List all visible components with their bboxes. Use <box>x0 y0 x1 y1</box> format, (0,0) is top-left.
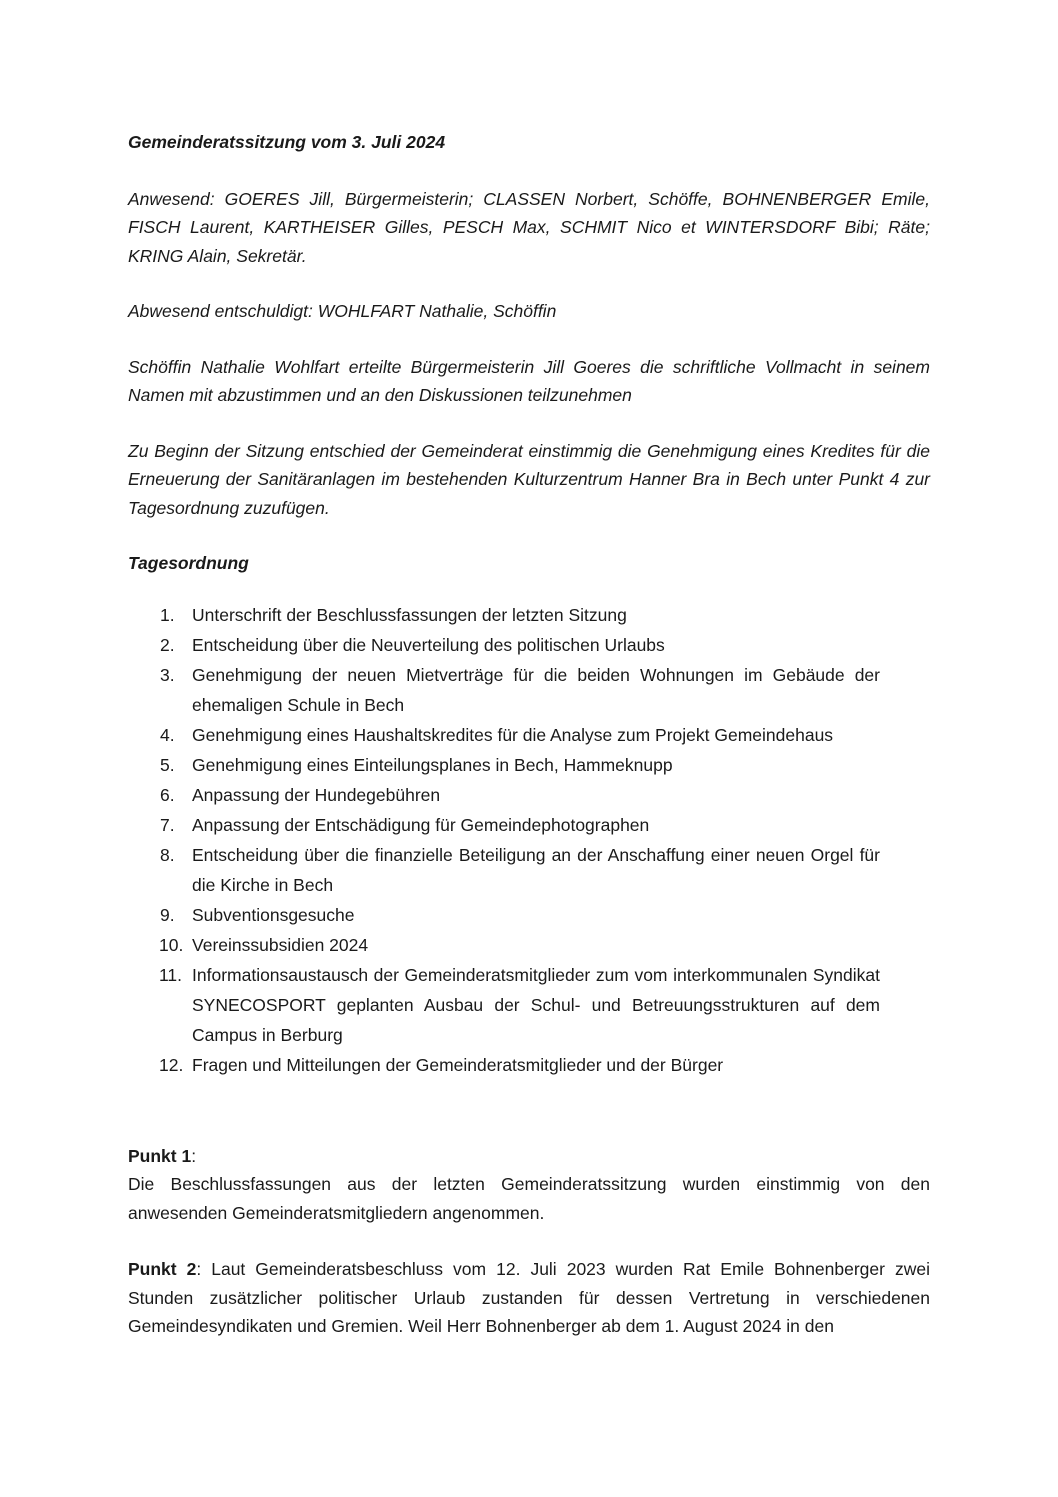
agenda-item-text: Anpassung der Hundegebühren <box>192 784 441 805</box>
agenda-item <box>128 780 880 810</box>
agenda-item <box>128 930 880 960</box>
agenda-item-text: Fragen und Mitteilungen der Gemeinderatsmitglieder und der Bürger <box>192 1054 724 1075</box>
agenda-item-number: 12. <box>159 1054 184 1075</box>
agenda-item-number: 2. <box>160 634 175 655</box>
agenda-item <box>128 630 880 660</box>
agenda-item-text: Genehmigung eines Einteilungsplanes in Bech, Hammeknupp <box>192 754 673 775</box>
agenda-item-text: Anpassung der Entschädigung für Gemeindephotographen <box>192 814 650 835</box>
point-1-label: Punkt 1 <box>128 1145 192 1166</box>
agenda-item-text: Entscheidung über die Neuverteilung des politischen Urlaubs <box>192 634 665 655</box>
agenda-item-number: 5. <box>160 754 175 775</box>
agenda-list <box>128 600 880 1080</box>
agenda-item <box>128 600 880 630</box>
agenda-item-text: Vereinssubsidien 2024 <box>192 934 369 955</box>
agenda-item <box>128 720 880 750</box>
agenda-addition-statement: Zu Beginn der Sitzung entschied der Gemeinderat einstimmig die Genehmigung eines Kredites für die Erneuerung der Sanitäranlagen im bestehenden Kulturzentrum Hanner Bra in Bech unter Punkt 4 zur Tagesordnung zuzufügen. <box>128 440 930 518</box>
agenda-item-number: 9. <box>160 904 175 925</box>
agenda-item-text: Subventionsgesuche <box>192 904 355 925</box>
agenda-item-number: 4. <box>160 724 175 745</box>
agenda-item <box>128 900 880 930</box>
agenda-item-number: 1. <box>160 604 175 625</box>
agenda-item-text: Genehmigung der neuen Mietverträge für die beiden Wohnungen im Gebäude der ehemaligen Schule in Bech <box>192 664 880 715</box>
agenda-item <box>128 1050 880 1080</box>
section-spacer <box>128 1080 930 1142</box>
agenda-item <box>128 840 880 900</box>
agenda-item-number: 8. <box>160 844 175 865</box>
attendance-absent: Abwesend entschuldigt: WOHLFART Nathalie, Schöffin <box>128 301 557 321</box>
agenda-item <box>128 750 880 780</box>
point-2-paragraph <box>128 1255 930 1341</box>
point-2-text: : Laut Gemeinderatsbeschluss vom 12. Juli 2023 wurden Rat Emile Bohnenberger zwei Stunden zusätzlicher politischer Urlaub zustanden für dessen Vertretung in verschiedenen Gemeindesyndikaten und Gremien. Weil Herr Bohnenberger ab dem 1. August 2024 in den <box>128 1259 930 1336</box>
point-1-colon: : <box>191 1145 197 1166</box>
point-2-label: Punkt 2 <box>128 1259 197 1279</box>
agenda-item-text: Informationsaustausch der Gemeinderatsmitglieder zum vom interkommunalen Syndikat SYNECOSPORT geplanten Ausbau der Schul- und Betreuungsstrukturen auf dem Campus in Berburg <box>192 964 880 1045</box>
point-1-text: Die Beschlussfassungen aus der letzten Gemeinderatssitzung wurden einstimmig von den anwesenden Gemeinderatsmitgliedern angenommen. <box>128 1174 930 1223</box>
agenda-item-number: 3. <box>160 664 175 685</box>
agenda-item <box>128 810 880 840</box>
document-content <box>128 128 930 1341</box>
agenda-item-number: 7. <box>160 814 175 835</box>
page-title: Gemeinderatssitzung vom 3. Juli 2024 <box>128 132 446 152</box>
agenda-heading: Tagesordnung <box>128 553 249 573</box>
agenda-item-number: 11. <box>159 964 183 985</box>
agenda-item <box>128 660 880 720</box>
agenda-item-number: 6. <box>160 784 175 805</box>
agenda-item-text: Genehmigung eines Haushaltskredites für die Analyse zum Projekt Gemeindehaus <box>192 724 834 745</box>
agenda-item <box>128 960 880 1050</box>
attendance-present: Anwesend: GOERES Jill, Bürgermeisterin; CLASSEN Norbert, Schöffe, BOHNENBERGER Emile, FISCH Laurent, KARTHEISER Gilles, PESCH Max, SCHMIT Nico et WINTERSDORF Bibi; Räte; KRING Alain, Sekretär. <box>128 188 930 266</box>
agenda-item-text: Unterschrift der Beschlussfassungen der letzten Sitzung <box>192 604 627 625</box>
agenda-item-number: 10. <box>159 934 184 955</box>
point-1-heading <box>128 1142 930 1171</box>
proxy-statement: Schöffin Nathalie Wohlfart erteilte Bürgermeisterin Jill Goeres die schriftliche Vollmacht in seinem Namen mit abzustimmen und an den Diskussionen teilzunehmen <box>128 356 930 405</box>
agenda-item-text: Entscheidung über die finanzielle Beteiligung an der Anschaffung einer neuen Orgel für die Kirche in Bech <box>192 844 880 895</box>
